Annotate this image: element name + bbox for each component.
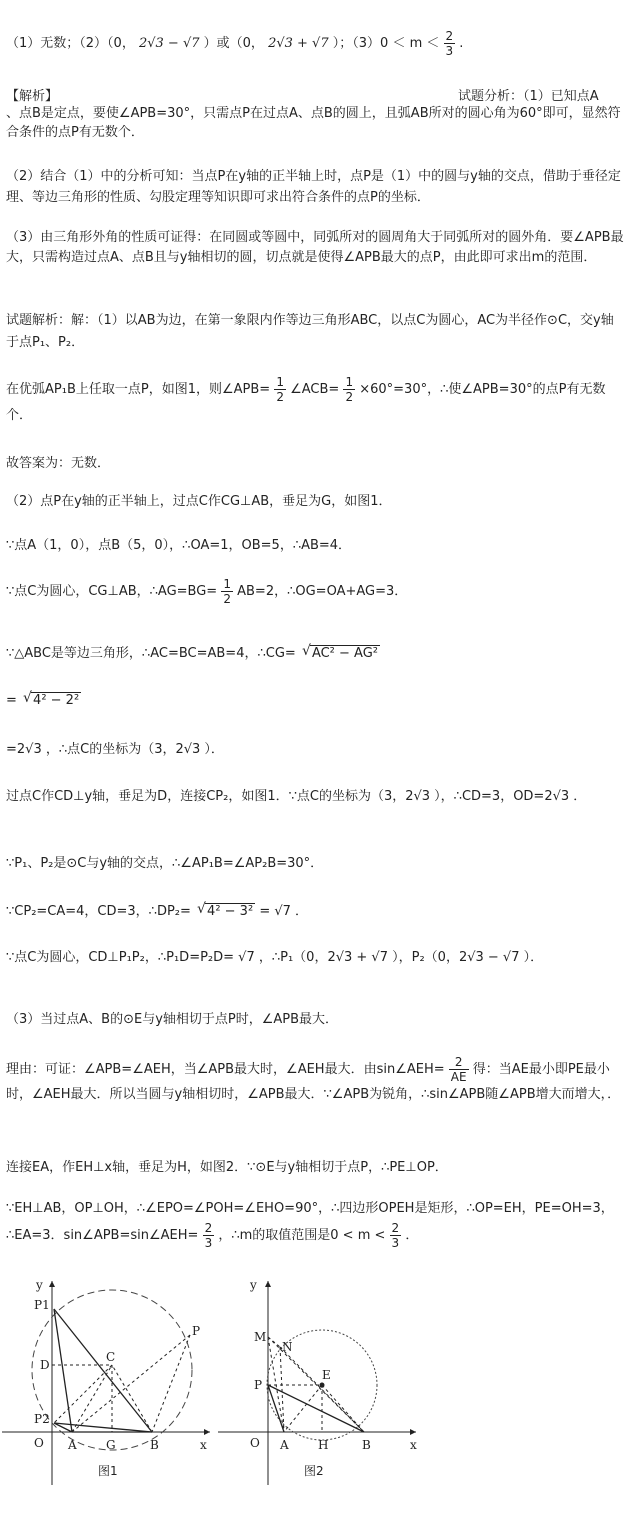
solution-line-6: ∵点C为圆心，CG⊥AB，∴AG=BG= $\frac{1}{2}$ AB=2，∴OG=OA+AG=3． <box>6 577 408 606</box>
half-fraction-1: $\frac{1}{2}$ <box>276 375 284 404</box>
fig2-label-a: A <box>280 1438 289 1452</box>
fig2-label-h: H <box>318 1438 329 1452</box>
analysis-para-2: （2）结合（1）中的分析可知：当点P在y轴的正半轴上时，点P是（1）中的圆与y轴的交点，借助于垂径定理、等边三角形的性质、勾股定理等知识即可求出符合条件的点P的坐标． <box>6 169 621 205</box>
fig1-label-c: C <box>106 1350 116 1364</box>
fig2-y-arrow <box>265 1281 271 1287</box>
figure-2 <box>212 1275 432 1490</box>
fig2-label-e: E <box>322 1368 331 1382</box>
solution-line-9: =2√3 ，∴点C的坐标为（3，2√3 ）． <box>6 742 224 757</box>
fig1-line-bc <box>112 1365 152 1432</box>
third-fraction-2: $\frac{2}{3}$ <box>391 1221 400 1250</box>
half-fraction-2: $\frac{1}{2}$ <box>345 375 354 404</box>
analysis-para-1: 、点B是定点，要使∠APB=30°，只需点P在过点A、点B的圆上，且弧AB所对的圆心角为60°即可，显然符合条件的点P有无数个． <box>6 106 621 140</box>
solution-line-5: ∵点A（1，0），点B（5，0），∴OA=1，OB=5，∴AB=4． <box>6 538 352 553</box>
solution-line-11: ∵P₁、P₂是⊙C与y轴的交点，∴∠AP₁B=∠AP₂B=30°． <box>6 856 324 871</box>
fig2-label-x: x <box>410 1438 417 1452</box>
fig1-label-x: x <box>200 1438 207 1452</box>
solution-line-17: ∵EH⊥AB，OP⊥OH，∴∠EPO=∠POH=∠EHO=90°，∴四边形OPEH是矩形，∴OP=EH，PE=OH=3，∴EA=3．sin∠APB=sin∠AEH= $\frac{2}{3}$ ，∴m的取值范围是0 < m < $\frac{2}{3}$ ． <box>6 1201 614 1250</box>
answer-value-2: 2√3 + √7 <box>268 36 329 51</box>
fig2-line-na <box>280 1347 284 1432</box>
figure-1 <box>0 1275 230 1490</box>
analysis-para-3: （3）由三角形外角的性质可证得：在同圆或等圆中，同弧所对的圆周角大于同弧所对的圆外角．要∠APB最大，只需构造过点A、点B且与y轴相切的圆，切点就是使得∠APB最大的点P，由此即可求出m的范围． <box>6 230 624 265</box>
solution-line-7: ∵△ABC是等边三角形，∴AC=BC=AB=4，∴CG= √ AC² − AG² <box>6 642 380 661</box>
fig1-label-a: A <box>68 1438 77 1452</box>
analysis-heading: 【解析】 <box>6 89 59 104</box>
solution-line-2: 在优弧AP₁B上任取一点P，如图1，则∠APB= $\frac{1}{2}$ ∠ACB= $\frac{1}{2}$ ×60°=30°，∴使∠APB=30°的点P有无数个． <box>6 375 606 423</box>
fig1-line-pa <box>72 1335 190 1432</box>
fig2-line-nb <box>280 1347 364 1432</box>
fig1-label-g: G <box>106 1438 116 1452</box>
solution-line-8: = √ 4² − 2² <box>6 692 81 708</box>
third-fraction-1: $\frac{2}{3}$ <box>204 1221 213 1250</box>
fig1-y-arrow <box>49 1281 55 1287</box>
answer-value-1: 2√3 − √7 <box>138 36 200 51</box>
sin-fraction: $\frac{2}{AE}$ <box>450 1055 467 1084</box>
solution-line-14: （3）当过点A、B的⊙E与y轴相切于点P时，∠APB最大． <box>6 1012 339 1027</box>
fig1-label-o: O <box>34 1436 44 1450</box>
answer-part-1: （1）无数；（2）（0， <box>6 36 135 51</box>
fig2-label-p: P <box>254 1378 263 1392</box>
fig1-label-b: B <box>150 1438 159 1452</box>
analysis-subheading: 试题分析：（1）已知点A <box>458 89 599 104</box>
answer-line <box>6 30 463 57</box>
answer-part-2: ）或（0， <box>203 36 264 51</box>
answer-fraction: $\frac{2}{3}$ <box>445 29 454 58</box>
fig1-line-ac <box>72 1365 112 1432</box>
fig1-label-p1: P1 <box>34 1298 50 1312</box>
solution-line-15: 理由：可证：∠APB=∠AEH，当∠APB最大时，∠AEH最大．由sin∠AEH= $\frac{2}{AE}$ 得：当AE最小即PE最小时，∠AEH最大．所以当圆与y轴相切时，∠APB最大．∵∠APB为锐角，∴sin∠APB随∠APB增大而增大，． <box>6 1055 621 1102</box>
fig1-x-arrow <box>204 1429 210 1435</box>
solution-line-12: ∵CP₂=CA=4，CD=3，∴DP₂= √ 4² − 3² = √7 ． <box>6 900 308 919</box>
fig1-label-p2: P2 <box>34 1412 50 1426</box>
fig1-caption: 图1 <box>98 1464 118 1478</box>
fig1-label-p: P <box>192 1324 201 1338</box>
solution-line-10: 过点C作CD⊥y轴，垂足为D，连接CP₂，如图1．∵点C的坐标为（3，2√3 ），∴CD=3，OD=2√3 ． <box>6 789 587 804</box>
radical-cg-value: √ 4² − 2² <box>31 692 81 708</box>
fig2-label-n: N <box>282 1340 293 1354</box>
fig2-caption: 图2 <box>304 1464 324 1478</box>
solution-line-13: ∵点C为圆心，CD⊥P₁P₂，∴P₁D=P₂D= √7 ，∴P₁（0，2√3 + √7 ），P₂（0，2√3 − √7 ）． <box>6 950 544 965</box>
answer-part-4: . <box>459 36 464 51</box>
solution-line-1: 试题解析：解：（1）以AB为边，在第一象限内作等边三角形ABC，以点C为圆心，AC为半径作⊙C，交y轴于点P₁、P₂． <box>6 313 614 350</box>
solution-line-16: 连接EA，作EH⊥x轴，垂足为H，如图2．∵⊙E与y轴相切于点P，∴PE⊥OP． <box>6 1160 448 1175</box>
fig2-label-o: O <box>250 1436 260 1450</box>
solution-line-3: 故答案为：无数． <box>6 456 111 471</box>
solution-line-4: （2）点P在y轴的正半轴上，过点C作CG⊥AB，垂足为G，如图1． <box>6 494 392 509</box>
fig1-label-y: y <box>36 1278 43 1292</box>
answer-part-3: ）；（3）0 ＜ m ＜ <box>332 36 440 51</box>
half-fraction-3: $\frac{1}{2}$ <box>223 577 231 606</box>
radical-cg: √ AC² − AG² <box>310 645 380 661</box>
fig2-label-m: M <box>254 1330 267 1344</box>
fig1-label-d: D <box>40 1358 50 1372</box>
fig2-point-e <box>320 1383 325 1388</box>
fig1-line-pb <box>152 1335 190 1432</box>
radical-dp2: √ 4² − 3² <box>205 903 255 919</box>
fig2-label-b: B <box>362 1438 371 1452</box>
fig2-label-y: y <box>250 1278 257 1292</box>
fig2-x-arrow <box>410 1429 416 1435</box>
